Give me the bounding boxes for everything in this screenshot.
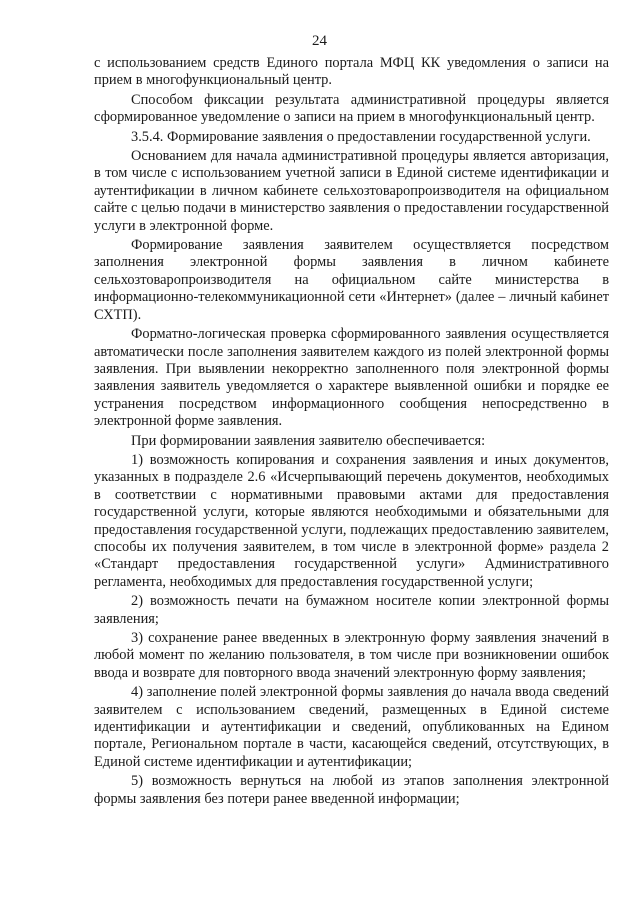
paragraph: Основанием для начала административной процедуры является авторизация, в том числе с использованием учетной записи в Единой системе идентификации и аутентификации в личном кабинете сельхозтоваропроизводителя на официальном сайте с целью подачи в министерство заявления о предоставлении государственной услуги в электронной форме.: [94, 148, 609, 234]
list-item: 2) возможность печати на бумажном носителе копии электронной формы заявления;: [94, 593, 609, 627]
paragraph: При формировании заявления заявителю обеспечивается:: [131, 432, 486, 449]
page-number: 24: [312, 33, 327, 49]
paragraph: Форматно-логическая проверка сформированного заявления осуществляется автоматически после заполнения заявителем каждого из полей электронной формы заявления. При выявлении некорректно заполненного поля электронной формы заявления заявитель уведомляется о характере выявленной ошибки и порядке ее устранения посредством информационного сообщения непосредственно в электронной форме заявления.: [94, 326, 609, 430]
list-item: 3) сохранение ранее введенных в электронную форму заявления значений в любой момент по желанию пользователя, в том числе при возникновении ошибок ввода и возврате для повторного ввода значений электронную форму заявления;: [94, 630, 609, 681]
document-body: [94, 55, 609, 810]
paragraph: Формирование заявления заявителем осуществляется посредством заполнения электронной формы заявления в личном кабинете сельхозтоваропроизводителя на официальном сайте министерства в информационно-телекоммуникационной сети «Интернет» (далее – личный кабинет СХТП).: [94, 237, 609, 323]
paragraph: Способом фиксации результата административной процедуры является сформированное уведомление о записи на прием в многофункциональный центр.: [94, 91, 609, 126]
paragraph: с использованием средств Единого портала МФЦ КК уведомления о записи на прием в многофункциональный центр.: [94, 55, 609, 89]
list-item: 1) возможность копирования и сохранения заявления и иных документов, указанных в подразделе 2.6 «Исчерпывающий перечень документов, необходимых в соответствии с нормативными правовыми актами для предоставления государственной услуги, которые являются необходимыми и обязательными для предоставления государственной услуги, подлежащих предоставлению заявителем, способы их получения заявителем, в том числе в электронной форме» раздела 2 «Стандарт предоставления государственной услуги» Административного регламента, необходимых для предоставления государственной услуги;: [94, 451, 609, 590]
section-heading: 3.5.4. Формирование заявления о предоставлении государственной услуги.: [131, 128, 591, 145]
list-item: 5) возможность вернуться на любой из этапов заполнения электронной формы заявления без потери ранее введенной информации;: [94, 773, 609, 807]
list-item: 4) заполнение полей электронной формы заявления до начала ввода сведений заявителем с использованием сведений, размещенных в Единой системе идентификации и аутентификации и сведений, опубликованных на Едином портале, Региональном портале в части, касающейся сведений, отсутствующих, в Единой системе идентификации и аутентификации;: [94, 684, 609, 770]
